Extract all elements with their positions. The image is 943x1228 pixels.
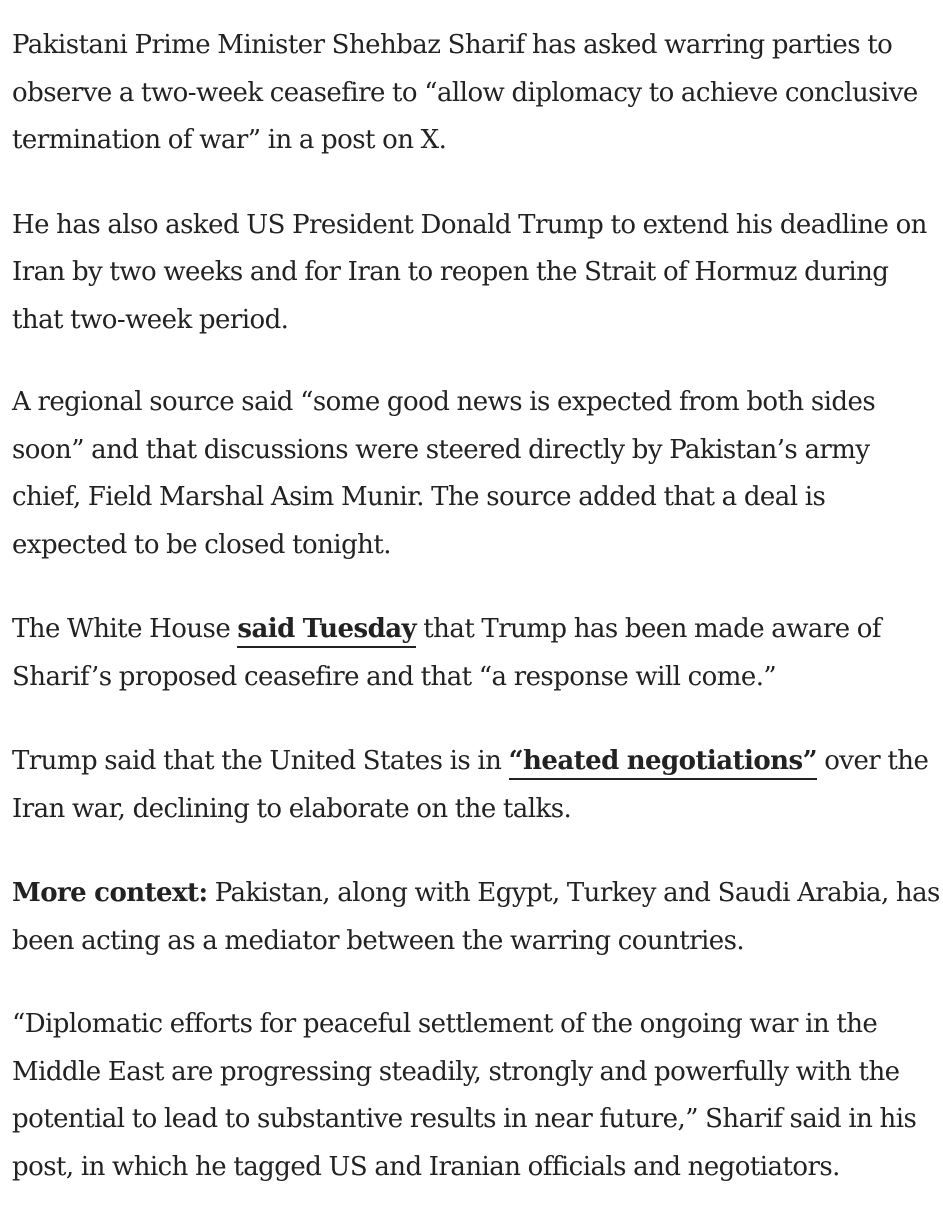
paragraph-text-before-link: Trump said that the United States is in [12, 746, 509, 776]
paragraph-text-after-link: over the Iran war, declining to elaborate on the talks. [12, 746, 929, 824]
paragraph-ceasefire-request: Pakistani Prime Minister Shehbaz Sharif has asked warring parties to observe a two-week ceasefire to “allow diplomacy to achieve conclusive termination of war” in a post on X. [12, 30, 918, 155]
more-context-label: More context: [12, 878, 208, 908]
paragraph-regional-source: A regional source said “some good news is expected from both sides soon” and that discussions were steered directly by Pakistan’s army chief, Field Marshal Asim Munir. The source added that a deal is expected to be closed tonight. [12, 387, 876, 560]
paragraph-more-context [12, 870, 942, 965]
paragraph-sharif-quote: “Diplomatic efforts for peaceful settlement of the ongoing war in the Middle East are progressing steadily, strongly and powerfully with the potential to lead to substantive results in near future,” Sharif said in his post, in which he tagged US and Iranian officials and negotiators. [12, 1009, 917, 1182]
said-tuesday-link[interactable]: said Tuesday [237, 614, 416, 648]
paragraph-deadline-extension: He has also asked US President Donald Trump to extend his deadline on Iran by two weeks and for Iran to reopen the Strait of Hormuz during that two-week period. [12, 209, 927, 335]
paragraph-negotiations [12, 738, 942, 833]
paragraph-text-after-link: that Trump has been made aware of Sharif’s proposed ceasefire and that “a response will come.” [12, 614, 881, 692]
paragraph-text-before-link: The White House [12, 614, 238, 644]
article-body [12, 22, 942, 1228]
heated-negotiations-link[interactable]: “heated negotiations” [509, 746, 817, 780]
paragraph-white-house [12, 606, 942, 701]
more-context-text: Pakistan, along with Egypt, Turkey and Saudi Arabia, has been acting as a mediator between the warring countries. [12, 878, 940, 956]
